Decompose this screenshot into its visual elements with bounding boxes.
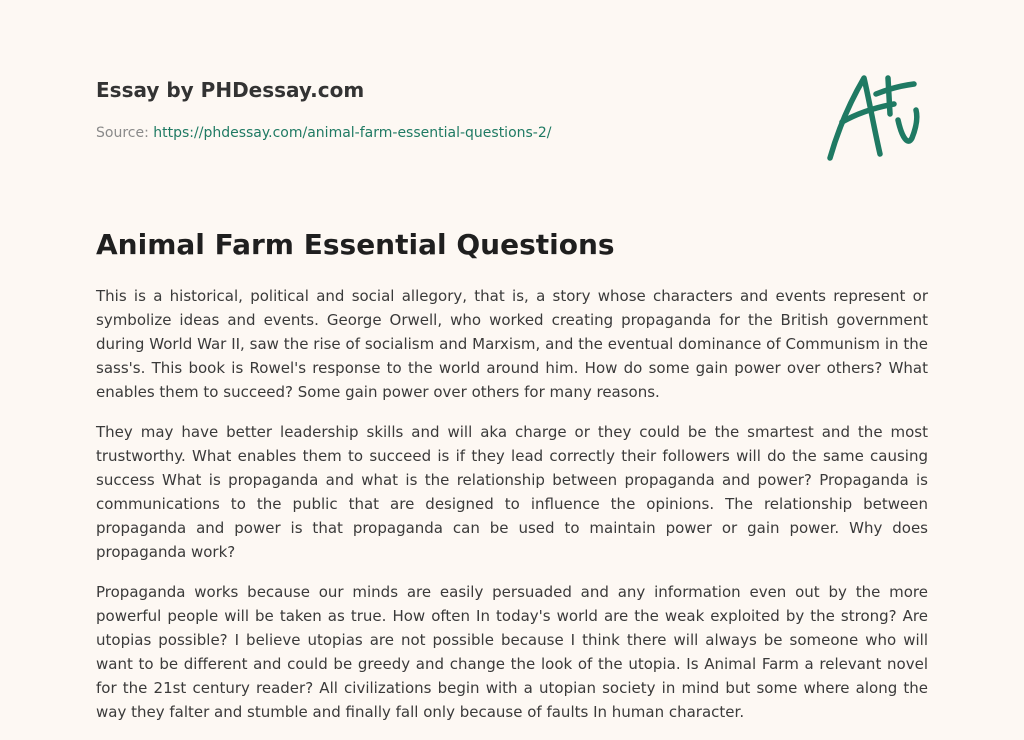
essay-body [96,284,928,740]
essay-paragraph: This is a historical, political and social allegory, that is, a story whose characters and events represent or symbolize ideas and events. George Orwell, who worked creating propaganda for the British government during World War II, saw the rise of socialism and Marxism, and the eventual dominance of Communism in the sass's. This book is Rowel's response to the world around him. How do some gain power over others? What enables them to succeed? Some gain power over others for many reasons. [96,287,928,401]
source-label: Source: [96,125,154,141]
source-line [96,124,796,142]
essay-paragraph: Propaganda works because our minds are easily persuaded and any information even out by the more powerful people will be taken as true. How often In today's world are the weak exploited by the strong? Are utopias possible? I believe utopias are not possible because I think there will always be someone who will want to be different and could be greedy and change the look of the utopia. Is Animal Farm a relevant novel for the 21st century reader? All civilizations begin with a utopian society in mind but some where along the way they falter and stumble and finally fall only because of faults In human character. [96,583,928,721]
a-plus-logo [820,64,930,168]
site-brand: Essay by PHDessay.com [96,78,365,102]
essay-title: Animal Farm Essential Questions [96,228,615,261]
essay-paragraph: They may have better leadership skills and will aka charge or they could be the smartest and the most trustworthy. What enables them to succeed is if they lead correctly their followers will do the same causing success What is propaganda and what is the relationship between propaganda and power? Propaganda is communications to the public that are designed to influence the opinions. The relationship between propaganda and power is that propaganda can be used to maintain power or gain power. Why does propaganda work? [96,423,928,561]
page-header [96,78,796,142]
source-link[interactable]: https://phdessay.com/animal-farm-essential-questions-2/ [153,125,552,141]
